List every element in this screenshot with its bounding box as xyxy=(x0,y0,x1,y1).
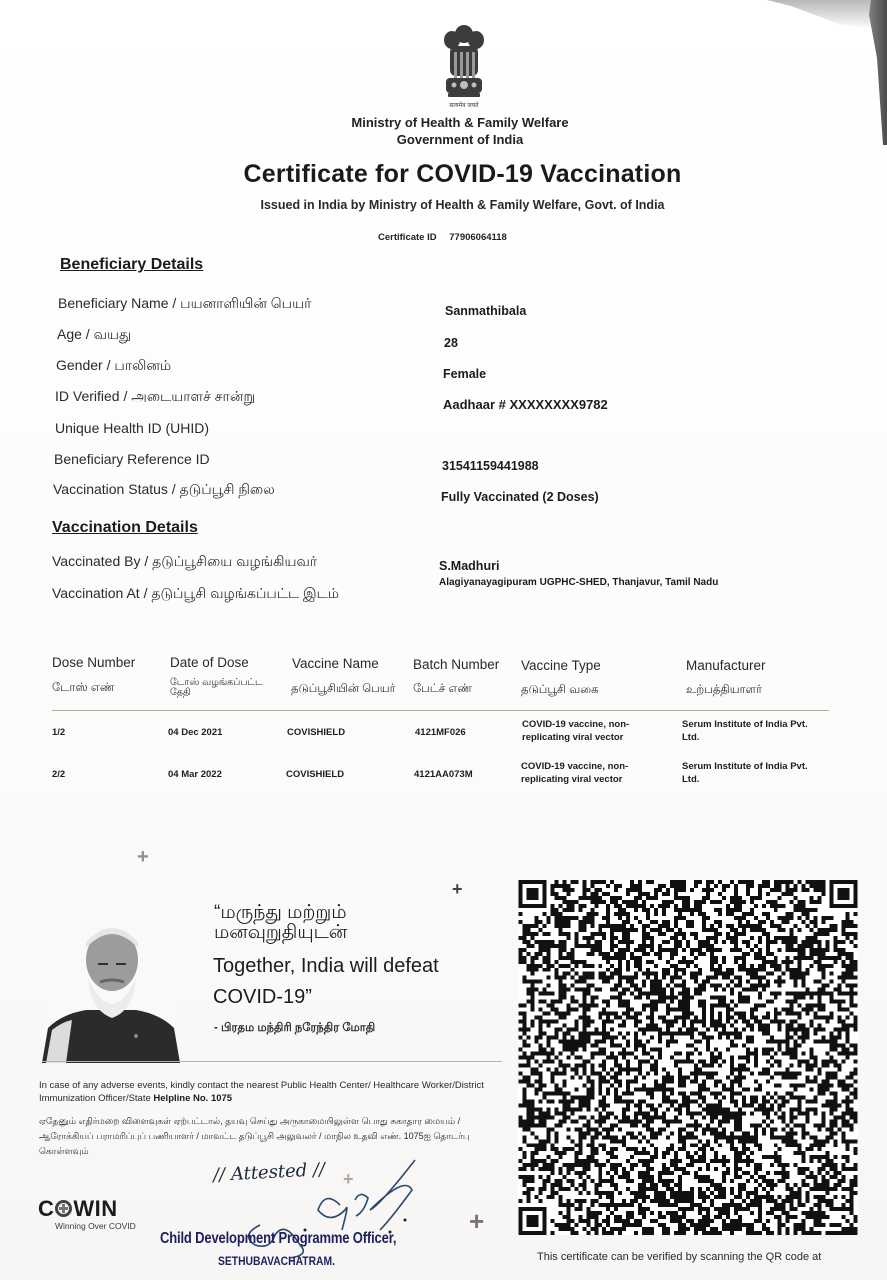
uhid-label: Unique Health ID (UHID) xyxy=(55,420,210,436)
quote-tamil: “மருந்து மற்றும் மனவுறுதியுடன் xyxy=(214,902,348,943)
adverse-events-notice-tamil: ஏதேனும் எதிர்மறை விளைவுகள் ஏற்பட்டால், தயவு செய்து அருகாமையிலுள்ள பொது சுகாதார மையம் / ஆரோக்கியப் பராமரிப்புப் பணியாளர் / மாவட்ட தடுப்பூசி அலுவலர் / மாநில உதவி எண். 1075ஐ தொடர்பு கொள்ளவும் xyxy=(39,1116,470,1156)
certificate-id-value: 77906064118 xyxy=(449,232,507,243)
emblem-motto: सत्यमेव जयते xyxy=(449,103,479,109)
vaccine-cell: COVISHIELD xyxy=(286,769,345,780)
vaccine-cell: COVISHIELD xyxy=(287,727,346,738)
beneficiary-reference-id-label: Beneficiary Reference ID xyxy=(54,451,210,467)
col-vaccine-type-ta: தடுப்பூசி வகை xyxy=(521,684,599,696)
col-date-of-dose: Date of Dose xyxy=(170,655,249,670)
manufacturer-cell: Serum Institute of India Pvt. Ltd. xyxy=(682,761,808,785)
cowin-logo-win: WIN xyxy=(73,1196,118,1221)
vaccination-status-label: Vaccination Status / தடுப்பூசி நிலை xyxy=(53,481,275,497)
crosshair-mark-icon: + xyxy=(452,879,463,899)
col-dose-number-ta: டோஸ் எண் xyxy=(52,682,115,694)
qr-verification-caption: This certificate can be verified by scanning the QR code at xyxy=(537,1251,822,1263)
id-verified-label: ID Verified / அடையாளச் சான்று xyxy=(55,388,256,404)
crosshair-mark-icon: + xyxy=(137,846,149,868)
col-vaccine-name-ta: தடுப்பூசியின் பெயர் xyxy=(291,683,396,695)
adverse-events-notice xyxy=(39,1079,489,1105)
col-manufacturer-ta: உற்பத்தியாளர் xyxy=(686,684,762,696)
beneficiary-name-value: Sanmathibala xyxy=(445,304,527,318)
vaccinated-by-value: S.Madhuri xyxy=(439,559,500,573)
table-divider xyxy=(52,710,829,711)
col-manufacturer: Manufacturer xyxy=(686,658,766,673)
vaccinated-by-label: Vaccinated By / தடுப்பூசியை வழங்கியவர் xyxy=(52,553,318,569)
manufacturer-cell: Serum Institute of India Pvt. Ltd. xyxy=(682,719,808,743)
prime-minister-portrait xyxy=(42,918,180,1063)
page-fold-shadow xyxy=(767,0,887,30)
cowin-logo xyxy=(38,1196,118,1222)
type-cell: COVID-19 vaccine, non-replicating viral vector xyxy=(522,719,630,743)
government-name: Government of India xyxy=(396,132,524,147)
batch-cell: 4121AA073M xyxy=(414,769,473,780)
adverse-events-text: In case of any adverse events, kindly contact the nearest Public Health Center/ Healthcare Worker/District Immunization Officer/State xyxy=(39,1080,484,1104)
national-emblem-icon xyxy=(438,22,490,112)
qr-code-icon xyxy=(518,880,858,1235)
cowin-plus-icon xyxy=(55,1200,72,1217)
dose-cell: 1/2 xyxy=(52,727,66,738)
quote-divider xyxy=(42,1061,502,1062)
ministry-name: Ministry of Health & Family Welfare xyxy=(351,115,569,130)
age-value: 28 xyxy=(444,336,458,350)
col-batch-number-ta: பேட்ச் எண் xyxy=(413,683,473,695)
officer-stamp-location: SETHUBAVACHATRAM. xyxy=(218,1254,335,1268)
batch-cell: 4121MF026 xyxy=(415,727,466,738)
cowin-logo-c: C xyxy=(38,1196,55,1221)
col-vaccine-name: Vaccine Name xyxy=(292,656,379,671)
vaccination-at-value: Alagiyanayagipuram UGPHC-SHED, Thanjavur, Tamil Nadu xyxy=(439,577,719,588)
officer-stamp-title: Child Development Programme Officer, xyxy=(160,1230,397,1247)
col-vaccine-type: Vaccine Type xyxy=(521,658,601,673)
gender-label: Gender / பாலினம் xyxy=(56,357,172,373)
dose-cell: 2/2 xyxy=(52,769,66,780)
type-cell: COVID-19 vaccine, non-replicating viral vector xyxy=(521,761,629,785)
col-dose-number: Dose Number xyxy=(52,655,136,670)
certificate-title: Certificate for COVID-19 Vaccination xyxy=(243,160,682,188)
crosshair-mark-icon: + xyxy=(469,1206,485,1236)
vaccination-at-label: Vaccination At / தடுப்பூசி வழங்கப்பட்ட இடம் xyxy=(52,585,339,601)
gender-value: Female xyxy=(443,367,487,381)
ministry-heading xyxy=(300,114,620,148)
col-date-of-dose-ta: டோஸ் வழங்கப்பட்ட தேதி xyxy=(170,677,263,698)
quote-attribution: - பிரதம மந்திரி நரேந்திர மோதி xyxy=(214,1022,376,1034)
vaccination-status-value: Fully Vaccinated (2 Doses) xyxy=(441,490,599,504)
attested-handwriting: // Attested // xyxy=(212,1159,326,1186)
quote-english: Together, India will defeat COVID-19” xyxy=(213,955,439,1008)
id-verified-value: Aadhaar # XXXXXXXX9782 xyxy=(443,397,608,412)
col-batch-number: Batch Number xyxy=(413,657,500,672)
cowin-tagline: Winning Over COVID xyxy=(55,1221,136,1231)
helpline-number: Helpline No. 1075 xyxy=(153,1093,233,1104)
certificate-id xyxy=(378,232,507,243)
issued-by: Issued in India by Ministry of Health & Family Welfare, Govt. of India xyxy=(260,198,665,212)
beneficiary-reference-id-value: 31541159441988 xyxy=(442,459,539,473)
date-cell: 04 Mar 2022 xyxy=(168,769,222,780)
beneficiary-section-title: Beneficiary Details xyxy=(60,256,204,273)
certificate-id-label: Certificate ID xyxy=(378,232,437,243)
date-cell: 04 Dec 2021 xyxy=(168,727,223,738)
beneficiary-name-label: Beneficiary Name / பயனாளியின் பெயர் xyxy=(58,295,312,311)
vaccination-section-title: Vaccination Details xyxy=(52,519,198,536)
crosshair-mark-icon: + xyxy=(343,1169,354,1189)
qr-code[interactable] xyxy=(518,880,858,1235)
age-label: Age / வயது xyxy=(57,326,132,342)
